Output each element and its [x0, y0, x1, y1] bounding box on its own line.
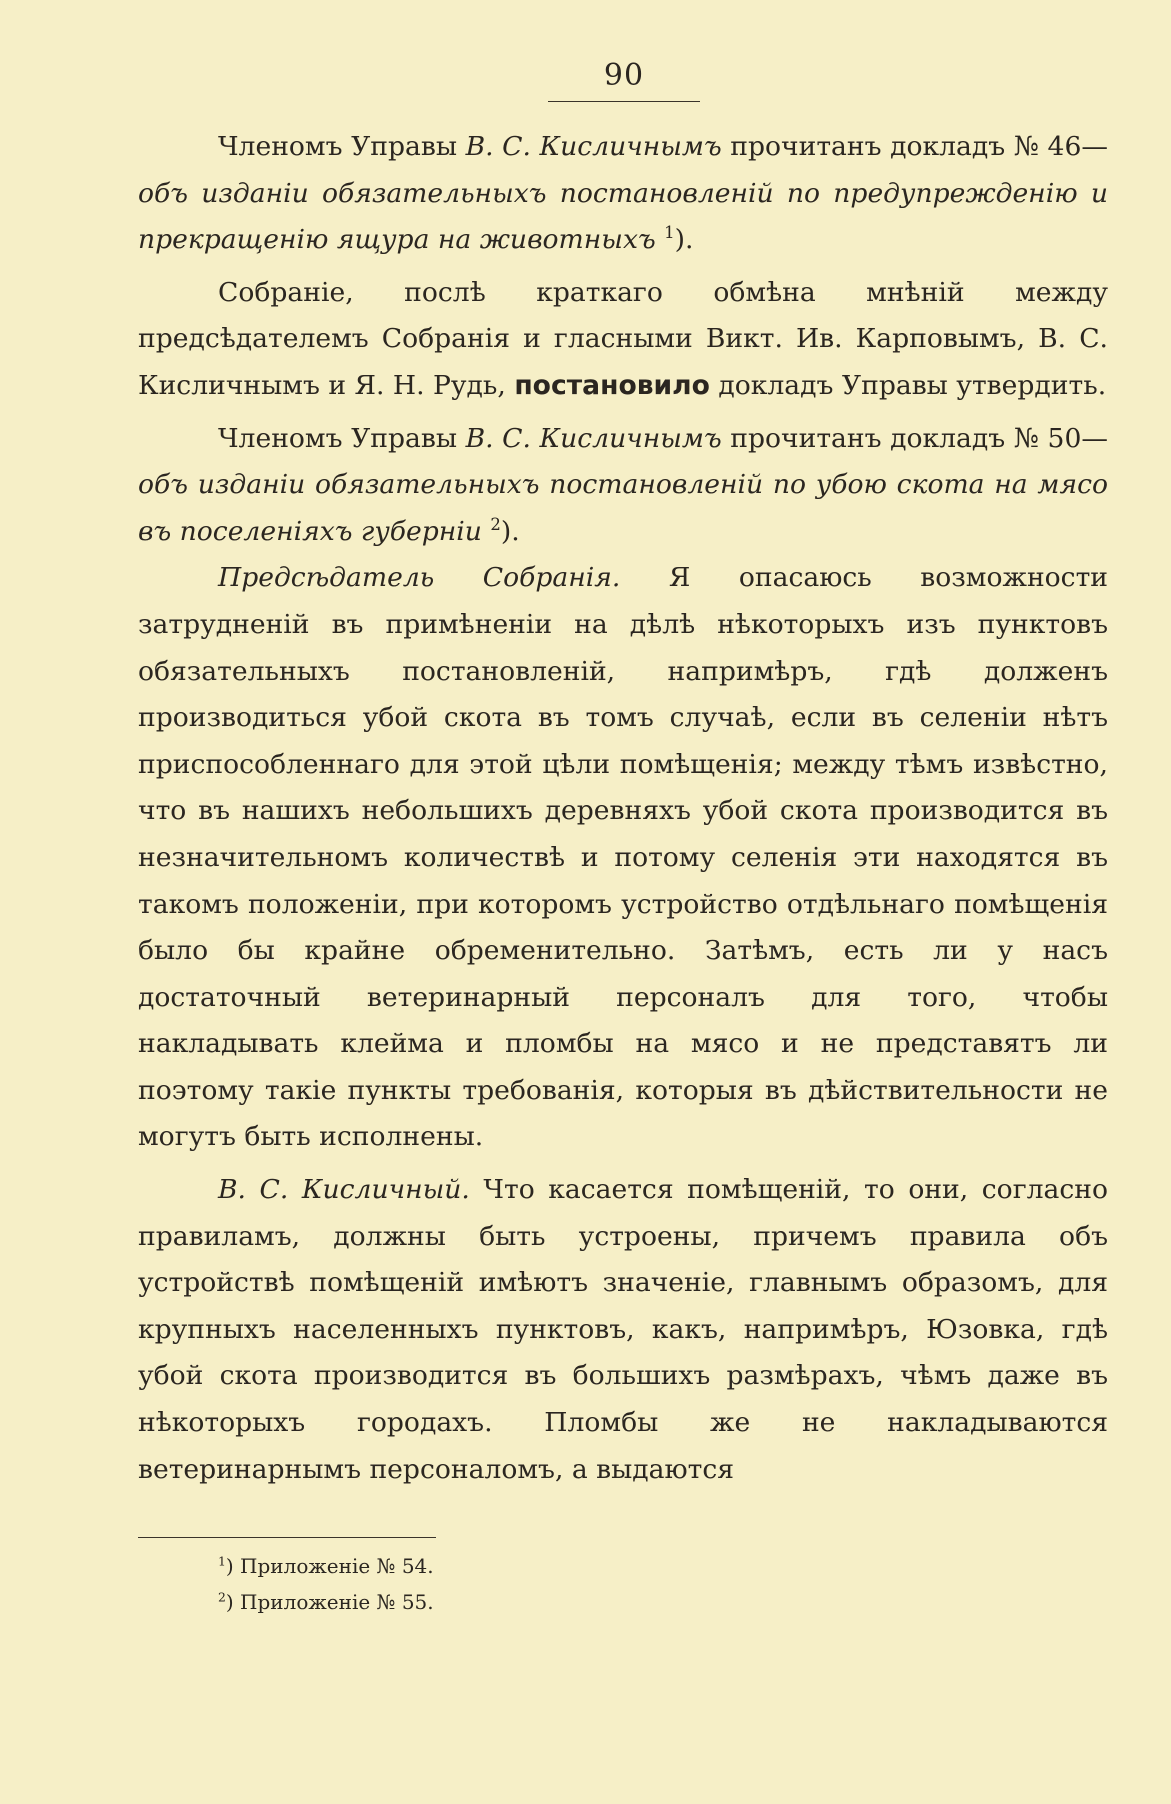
footnotes — [218, 1548, 434, 1620]
text-run: докладъ Управы утвердить. — [709, 369, 1107, 401]
footnote-text: Приложеніе № 55. — [233, 1590, 434, 1614]
footnote-1 — [218, 1548, 434, 1584]
page-number-rule — [548, 101, 700, 102]
report-title: объ изданіи обязательныхъ постановленій по убою скота на мясо въ поселеніяхъ губерніи — [138, 469, 1108, 547]
paragraph-report-50 — [138, 416, 1108, 556]
footnote-mark: 2 — [218, 1589, 226, 1605]
speech-text: Что касается помѣщеній, то они, согласно правиламъ, должны быть устроены, причемъ правила объ устройствѣ помѣщеній имѣютъ значеніе, главнымъ образомъ, для крупныхъ населенныхъ пунктовъ, какъ, напримѣръ, Юзовка, гдѣ убой скота производится въ большихъ размѣрахъ, чѣмъ даже въ нѣкоторыхъ городахъ. Пломбы же не накладываются ветеринарнымъ персоналомъ, а выдаются — [138, 1174, 1108, 1485]
footnote-text: Приложеніе № 54. — [233, 1554, 434, 1578]
speaker-name: В. С. Кисличный. — [218, 1174, 470, 1206]
footnote-bracket: ) — [225, 1554, 234, 1578]
text-run: ). — [674, 224, 694, 256]
footnote-mark: 1 — [218, 1553, 226, 1569]
paragraph-kislichny-speech — [138, 1167, 1108, 1493]
speaker-name: В. С. Кисличнымъ — [465, 131, 722, 162]
footnote-bracket: ) — [225, 1590, 234, 1614]
text-run: Членомъ Управы — [218, 422, 466, 454]
footnote-ref-2[interactable]: 2 — [490, 514, 501, 534]
paragraph-chairman-speech — [138, 555, 1108, 1161]
text-run: Членомъ Управы — [218, 131, 466, 162]
text-run: ). — [500, 515, 520, 547]
text-run: Собраніе, послѣ краткаго обмѣна мнѣній между предсѣдателемъ Собранія и гласными Викт. Ив. Карповымъ, В. С. Кисличнымъ и Я. Н. Рудь, — [138, 276, 1108, 401]
resolution-word: постановило — [514, 369, 710, 401]
paragraph-report-46 — [138, 124, 1108, 264]
text-run: прочитанъ докладъ № 50— — [721, 422, 1108, 454]
main-text — [138, 124, 1108, 1493]
footnote-2 — [218, 1584, 434, 1620]
speaker-name: Предсѣдатель Собранія. — [218, 562, 621, 594]
speech-text: Я опасаюсь возможности затрудненій въ примѣненіи на дѣлѣ нѣкоторыхъ изъ пунктовъ обязательныхъ постановленій, напримѣръ, гдѣ долженъ производиться убой скота въ томъ случаѣ, если въ селеніи нѣтъ приспособленнаго для этой цѣли помѣщенія; между тѣмъ извѣстно, что въ нашихъ небольшихъ деревняхъ убой скота производится въ незначительномъ количествѣ и потому селенія эти находятся въ такомъ положеніи, при которомъ устройство отдѣльнаго помѣщенія было бы крайне обременительно. Затѣмъ, есть ли у насъ достаточный ветеринарный персоналъ для того, чтобы накладывать клейма и пломбы на мясо и не представятъ ли поэтому такіе пункты требованія, которыя въ дѣйствительности не могутъ быть исполнены. — [138, 562, 1109, 1153]
page-number: 90 — [603, 58, 645, 93]
text-run: прочитанъ докладъ № 46— — [721, 131, 1108, 162]
speaker-name: В. С. Кисличнымъ — [465, 422, 722, 454]
footnote-rule — [138, 1537, 436, 1538]
paragraph-resolution — [138, 270, 1108, 410]
footnote-ref-1[interactable]: 1 — [664, 223, 675, 243]
report-title: объ изданіи обязательныхъ постановленій по предупрежденію и прекращенію ящура на животныхъ — [138, 177, 1108, 256]
